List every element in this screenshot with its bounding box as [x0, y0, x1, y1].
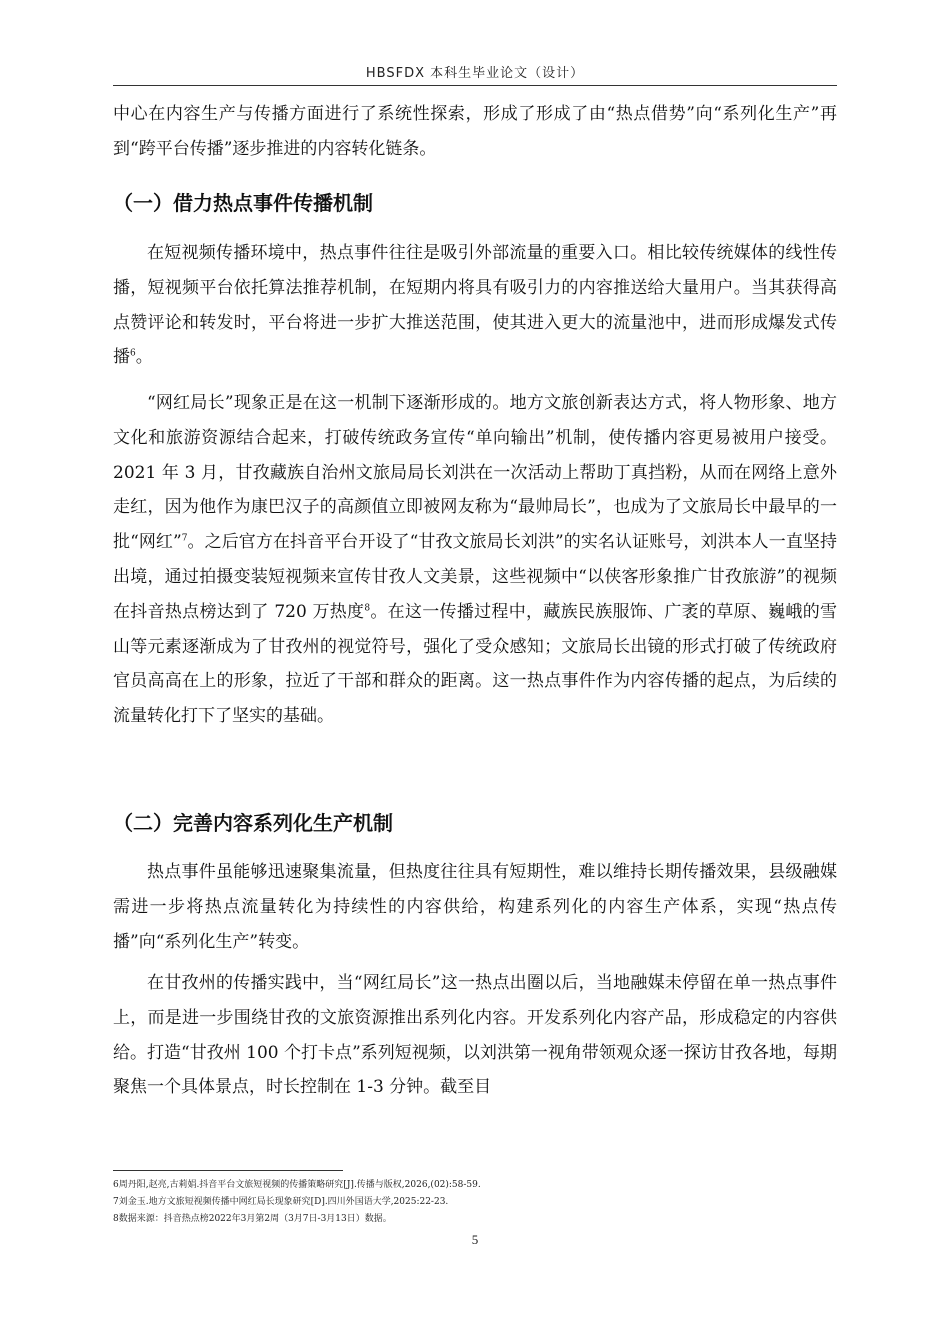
paragraph-text: 在甘孜州的传播实践中，当“网红局长”这一热点出圈以后，当地融媒未停留在单一热点事件上，而是进一步围绕甘孜的文旅资源推出系列化内容。开发系列化内容产品，形成稳定的内容供给。打造“甘孜州 100 个打卡点”系列短视频，以刘洪第一视角带领观众逐一探访甘孜各地，每期聚焦一个具体景点，时长控制在 1-3 分钟。截至目: [113, 973, 837, 1098]
running-header: HBSFDX 本科生毕业论文（设计）: [365, 66, 585, 81]
paragraph-part-c: 。在这一传播过程中，藏族民族服饰、广袤的草原、巍峨的雪山等元素逐渐成为了甘孜州的视觉符号，强化了受众感知；文旅局长出镜的形式打破了传统政府官员高高在上的形象，拉近了干部和群众的距离。这一热点事件作为内容传播的起点，为后续的流量转化打下了坚实的基础。: [113, 601, 837, 727]
section-title: （一）借力热点事件传播机制: [113, 191, 373, 215]
paragraph-intro-continued: [113, 97, 837, 167]
section-title: （二）完善内容系列化生产机制: [113, 811, 393, 835]
footnote-ref-7[interactable]: 7: [181, 533, 188, 544]
paragraph-text: [113, 236, 837, 375]
footnote-8: 8数据来源：抖音热点榜2022年3月第2周（3月7日-3月13日）数据。: [113, 1214, 392, 1224]
footnote-7: 7刘金玉.地方文旅短视频传播中网红局长现象研究[D].四川外国语大学,2025:22-23.: [113, 1197, 449, 1207]
paragraph-body: 在短视频传播环境中，热点事件往往是吸引外部流量的重要入口。相比较传统媒体的线性传播，短视频平台依托算法推荐机制，在短期内将具有吸引力的内容推送给大量用户。当其获得高点赞评论和转发时，平台将进一步扩大推送范围，使其进入更大的流量池中，进而形成爆发式传播: [113, 243, 837, 368]
footnote-ref-8[interactable]: 8: [364, 603, 371, 614]
paragraph-end: 。: [135, 347, 153, 368]
paragraph-text: 中心在内容生产与传播方面进行了系统性探索，形成了形成了由“热点借势”向“系列化生产”再到“跨平台传播”逐步推进的内容转化链条。: [113, 104, 837, 159]
paragraph-ganzi-practice: [113, 966, 837, 1105]
paragraph-text: [113, 386, 837, 734]
paragraph-series-production: [113, 855, 837, 959]
paragraph-wanghong-juzhang: [113, 386, 837, 734]
footnote-ref-6[interactable]: 6: [130, 348, 136, 359]
paragraph-hotspot-mechanism: [113, 236, 837, 375]
section-heading-1: [113, 189, 837, 217]
footnote-separator: [113, 1170, 343, 1171]
footnote-6: 6周丹阳,赵亮,古莉娟.抖音平台文旅短视频的传播策略研究[J].传播与版权,2026,(02):58-59.: [113, 1180, 481, 1190]
paragraph-part-a: “网红局长”现象正是在这一机制下逐渐形成的。地方文旅创新表达方式，将人物形象、地方文化和旅游资源结合起来，打破传统政务宣传“单向输出”机制，使传播内容更易被用户接受。2021 年 3 月，甘孜藏族自治州文旅局局长刘洪在一次活动上帮助丁真挡粉，从而在网络上意外走红，因为他作为康巴汉子的高颜值立即被网友称为“最帅局长”，也成为了文旅局长中最早的一批“网红”: [113, 393, 837, 553]
paragraph-text: 热点事件虽能够迅速聚集流量，但热度往往具有短期性，难以维持长期传播效果，县级融媒需进一步将热点流量转化为持续性的内容供给，构建系列化的内容生产体系，实现“热点传播”向“系列化生产”转变。: [113, 862, 837, 952]
header-rule: [113, 85, 837, 86]
paragraph-part-b: 。之后官方在抖音平台开设了“甘孜文旅局长刘洪”的实名认证账号，刘洪本人一直坚持出境，通过拍摄变装短视频来宣传甘孜人文美景，这些视频中“以侠客形象推广甘孜旅游”的视频在抖音热点榜达到了 720 万热度: [113, 532, 837, 622]
section-heading-2: [113, 809, 837, 837]
page-number: 5: [471, 1232, 479, 1247]
